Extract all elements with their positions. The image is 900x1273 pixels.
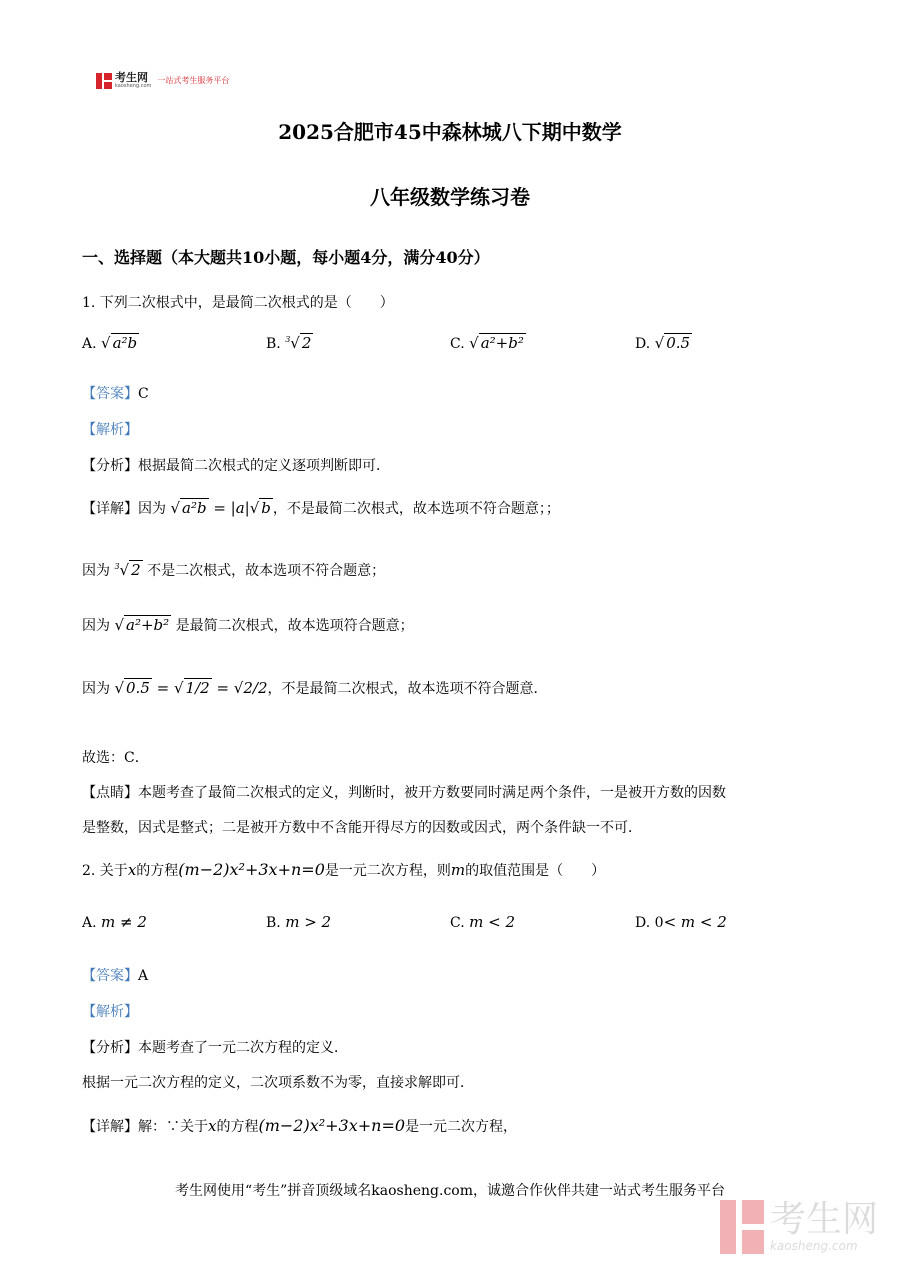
radicand: 0.5 <box>666 334 691 352</box>
q2-option-c <box>450 913 515 931</box>
q2-option-a <box>82 913 147 931</box>
q2-option-d <box>635 913 727 931</box>
q1-dianjing-2: 是整数，因式是整式；二是被开方数中不含能开得尽方的因数或因式，两个条件缺一不可． <box>82 820 642 836</box>
kaosheng-logo-icon <box>96 73 112 89</box>
radicand: 2 <box>301 334 312 352</box>
option-prefix: 0 <box>654 915 664 931</box>
option-label: D. <box>635 915 651 931</box>
option-label: D. <box>635 336 651 352</box>
fenxi-tag: 【分析】 <box>82 458 138 474</box>
formula-4: √ 0.5 = √ 1/2 = √2/2 <box>114 679 268 697</box>
xiangjie-tag: 【详解】 <box>82 1119 138 1135</box>
q1-detail-1 <box>82 498 560 518</box>
var-x: x <box>208 1117 217 1135</box>
var-m: m <box>450 861 466 879</box>
q1-detail-2 <box>82 560 385 580</box>
option-label: A. <box>82 915 97 931</box>
q1-option-a: A. √ a²b <box>82 334 138 352</box>
option-label: C. <box>450 336 465 352</box>
text: 的方程 <box>216 1119 259 1135</box>
equation: (m−2)x²+3x+n=0 <box>258 1116 406 1135</box>
formula-3: √ a²+b² <box>114 616 170 634</box>
q2-analysis-tag: 【解析】 <box>82 1004 138 1020</box>
dianjing-tag: 【点睛】 <box>82 785 138 801</box>
text: 是最简二次根式，故本选项符合题意； <box>175 618 414 634</box>
fenxi-tag: 【分析】 <box>82 1040 138 1056</box>
answer-value: A <box>138 968 149 984</box>
q2-fenxi <box>82 1037 348 1057</box>
option-label: B. <box>266 915 281 931</box>
footer-note: 考生网使用“考生”拼音顶级域名kaosheng.com，诚邀合作伙伴共建一站式考生服务平台 <box>174 1183 726 1199</box>
q1-fenxi <box>82 455 390 475</box>
var-x: x <box>127 861 137 879</box>
radicand: a²b <box>112 334 138 352</box>
option-value: m < 2 <box>469 913 515 931</box>
header-logo <box>96 72 229 89</box>
text: 本题考查了最简二次根式的定义，判断时，被开方数要同时满足两个条件，一是被开方数的因数 <box>138 785 726 801</box>
option-label: C. <box>450 915 465 931</box>
text: ，不是最简二次根式，故本选项不符合题意． <box>267 681 548 697</box>
text: 因为 <box>82 563 110 579</box>
q1-dianjing-1 <box>82 782 726 802</box>
text: 因为 <box>138 501 166 517</box>
formula-2: $^3$√ 2 <box>114 561 141 579</box>
q1-option-d: D. √ 0.5 <box>635 334 691 352</box>
q1-choose: 故选：C． <box>82 750 149 766</box>
watermark <box>720 1200 878 1254</box>
q1-detail-3 <box>82 615 414 635</box>
answer-tag: 【答案】 <box>82 386 138 402</box>
text: ，不是最简二次根式，故本选项不符合题意；； <box>272 501 560 517</box>
logo-domain: kaosheng.com <box>115 83 152 89</box>
q1-detail-4 <box>82 678 548 698</box>
logo-name: 考生网 <box>115 71 148 84</box>
option-value: m ≠ 2 <box>101 913 147 931</box>
q1-stem: 1. 下列二次根式中，是最简二次根式的是（ ） <box>82 295 394 311</box>
text: 2. 关于 <box>82 863 128 879</box>
logo-slogan: 一站式考生服务平台 <box>157 76 230 85</box>
q2-line: 根据一元二次方程的定义，二次项系数不为零，直接求解即可． <box>82 1075 474 1091</box>
equation: (m−2)x²+3x+n=0 <box>178 860 325 879</box>
xiangjie-tag: 【详解】 <box>82 501 138 517</box>
formula-1: √ a²b = |a|√ b <box>170 499 271 517</box>
answer-tag: 【答案】 <box>82 968 138 984</box>
fenxi-text: 本题考查了一元二次方程的定义． <box>138 1040 348 1056</box>
watermark-domain: kaosheng.com <box>769 1239 858 1253</box>
text: 的取值范围是（ ） <box>465 863 606 879</box>
kaosheng-watermark-icon <box>720 1200 764 1254</box>
section-heading: 一、选择题（本大题共10小题，每小题4分，满分40分） <box>82 248 490 267</box>
fenxi-text: 根据最简二次根式的定义逐项判断即可． <box>138 458 390 474</box>
watermark-name: 考生网 <box>769 1199 878 1240</box>
q1-option-c: C. √ a²+b² <box>450 334 524 352</box>
q2-option-b <box>266 913 331 931</box>
q1-analysis-tag: 【解析】 <box>82 422 138 438</box>
q1-option-b: B. $^3$√ 2 <box>266 334 312 352</box>
text: 的方程 <box>136 863 179 879</box>
option-value: m > 2 <box>285 913 332 931</box>
option-label: A. <box>82 336 97 352</box>
text: 不是二次根式，故本选项不符合题意； <box>147 563 386 579</box>
q2-stem <box>82 860 605 880</box>
text: 是一元二次方程，则 <box>324 863 451 879</box>
option-label: B. <box>266 336 281 352</box>
text: 解：∵关于 <box>138 1119 208 1135</box>
page-subtitle: 八年级数学练习卷 <box>370 185 530 209</box>
text: 是一元二次方程， <box>405 1119 518 1135</box>
answer-value: C <box>138 386 149 402</box>
q2-answer <box>82 965 148 985</box>
radicand: a²+b² <box>480 334 524 352</box>
page-title: 2025合肥市45中森林城八下期中数学 <box>278 120 622 144</box>
option-value: < m < 2 <box>663 913 727 931</box>
q2-detail <box>82 1116 517 1136</box>
text: 因为 <box>82 618 110 634</box>
q1-answer <box>82 383 149 403</box>
text: 因为 <box>82 681 110 697</box>
